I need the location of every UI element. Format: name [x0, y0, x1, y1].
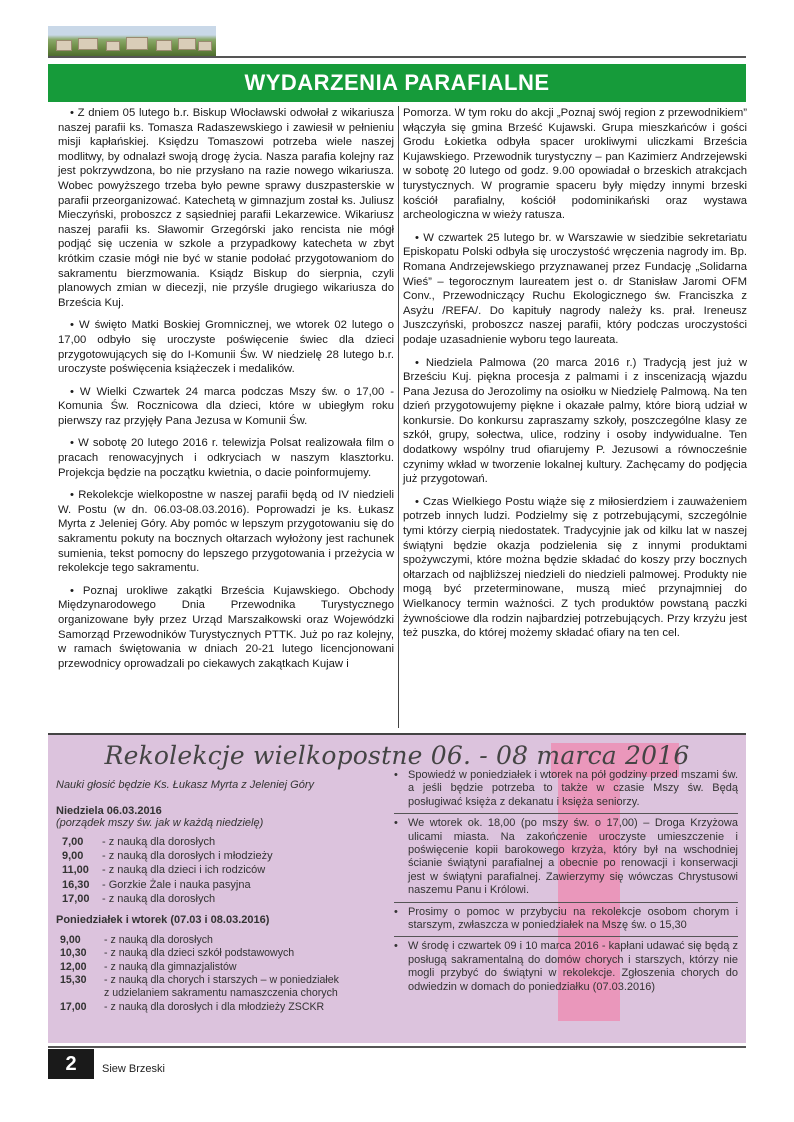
bottom-divider: [48, 1046, 746, 1048]
section-banner: [48, 64, 746, 102]
schedule-time: 17,00: [60, 1000, 87, 1013]
schedule-row: [56, 849, 386, 863]
article-paragraph: • Poznaj urokliwe zakątki Brześcia Kujawskiego. Obchody Międzynarodowego Dnia Przewodnika Turystycznego organizowane były przez Urząd Marszałkowski oraz Wojewódzki Samorząd Przewodników Turystycznych PTTK. Już po raz kolejny, w ramach świętowania w dniach 20-21 lutego licencjonowani przewodnicy oprowadzali po ciekawych zakątkach Kujaw i: [58, 584, 394, 670]
left-column: [58, 106, 394, 679]
schedule-time: 9,00: [60, 934, 81, 947]
page-number: 2: [48, 1049, 94, 1079]
article-paragraph: • Z dniem 05 lutego b.r. Biskup Włocławski odwołał z wikariusza naszej parafii ks. Tomasza Radaszewskiego i zawiesił w pełnieniu misji kapłańskiej. Księdzu Tomaszowi potrzeba wiele naszej modlitwy, by odnalazł swoją drogę życia. Nasza parafia kolejny raz jest pokrzywdzona, bo nie przysłano na razie nowego wikariusza. Wobec powyższego trzeba było pewne sprawy duszpasterskie w parafii przeorganizować. Katechetą w gimnazjum został ks. Juliusz Mieczyński, proboszcz z sąsiedniej parafii Lekarzewice. Wikariusz naszej parafii ks. Sławomir Grzegórski jako rencista nie mógł podjąć się uczenia w szkole a przypadkowy katecheta w zbyt krótkim czasie mógł nie być w stanie podołać przygotowaniom do sakramentu bierzmowania. Ksiądz Biskup do sierpnia, czyli planowych zmian w diecezji, nie przyśle drugiego wikariusza do Brześcia Kuj.: [58, 107, 394, 309]
retreat-note: [394, 902, 738, 933]
bullet-icon: •: [394, 769, 398, 781]
note-text: Spowiedź w poniedziałek i wtorek na pół godziny przed mszami św. a jeśli będzie potrzeba to także w czasie Mszy św. Będą posługiwać księża z dekanatu i księża seniorzy.: [408, 769, 738, 808]
schedule-time: 10,30: [60, 947, 87, 960]
retreat-schedule: [56, 779, 386, 1014]
top-divider: [48, 56, 746, 58]
schedule-time: 15,30: [60, 973, 87, 986]
schedule-time: 12,00: [60, 960, 87, 973]
retreat-notes: [394, 769, 738, 998]
schedule-desc: - z nauką dla dzieci i ich rodziców: [102, 864, 266, 877]
publication-name: Siew Brzeski: [102, 1063, 165, 1075]
schedule-time: 9,00: [62, 850, 84, 863]
section-title: WYDARZENIA PARAFIALNE: [244, 70, 550, 95]
weekday-schedule: [56, 934, 386, 1014]
article-paragraph: • W sobotę 20 lutego 2016 r. telewizja Polsat realizowała film o pracach renowacyjnych i odkryciach w naszym klasztorku. Projekcja będzie na początku kwietnia, o dacie poinformujemy.: [58, 437, 394, 479]
retreat-note: [394, 769, 738, 809]
schedule-row: [56, 892, 386, 906]
retreat-note: [394, 813, 738, 897]
schedule-desc: - z nauką dla dorosłych: [102, 836, 216, 848]
article-paragraph: • W święto Matki Boskiej Gromnicznej, we wtorek 02 lutego o 17,00 odbyło się uroczyste poświęcenie świec dla dzieci przygotowujących się do I-Komunii Św. W niedzielę 28 lutego b.r. uroczyste poświęcenia książeczek i medalików.: [58, 319, 394, 376]
schedule-row: [56, 878, 386, 892]
weekday-heading: Poniedziałek i wtorek (07.03 i 08.03.2016): [56, 914, 270, 927]
note-text: W środę i czwartek 09 i 10 marca 2016 - kapłani udawać się będą z posługą sakramentalną do domów chorych i starszych, którzy nie mogli przybyć do świątyni w rekolekcje. Zgłoszenia chorych do odwiedzin w domach do poniedziałku (07.03.2016): [408, 940, 738, 993]
schedule-desc: - Gorzkie Żale i nauka pasyjna: [102, 878, 251, 891]
schedule-time: 16,30: [62, 878, 90, 891]
retreat-preacher: Nauki głosić będzie Ks. Łukasz Myrta z Jeleniej Góry: [56, 779, 314, 791]
sunday-schedule: [56, 835, 386, 906]
schedule-desc: - z nauką dla chorych i starszych – w poniedziałek: [104, 973, 339, 986]
note-text: Prosimy o pomoc w przybyciu na rekolekcje osobom chorym i starszym, zwłaszcza w poniedziałek na Mszę św. o 15,30: [408, 905, 738, 932]
schedule-desc: - z nauką dla dorosłych: [104, 934, 213, 947]
right-column: [403, 106, 747, 649]
schedule-time: 17,00: [62, 892, 90, 905]
schedule-row: [56, 1001, 386, 1014]
schedule-desc: - z nauką dla dorosłych i dla młodzieży ZSCKR: [104, 1000, 325, 1013]
schedule-desc: - z nauką dla dzieci szkół podstawowych: [104, 947, 295, 960]
sunday-note: (porządek mszy św. jak w każdą niedzielę): [56, 817, 264, 829]
schedule-row: [56, 863, 386, 877]
schedule-row: [56, 835, 386, 849]
article-paragraph: • Rekolekcje wielkopostne w naszej parafii będą od IV niedzieli W. Postu (w dn. 06.03-08.03.2016). Poprowadzi je ks. Łukasz Myrta z Jeleniej Góry. Aby pomóc w lepszym przygotowaniu się do sakramentu pokuty na bocznych ołtarzach wyłożony jest rachunek sumienia, tekst pomocny do lepszego przygotowania i przeżycia w rekolekcje tego sakramentu.: [58, 489, 394, 575]
schedule-time: 7,00: [62, 836, 84, 848]
column-divider: [398, 106, 399, 728]
schedule-continuation: z udzielaniem sakramentu namaszczenia chorych: [104, 987, 338, 1000]
schedule-row: [56, 947, 386, 960]
schedule-row: [56, 974, 386, 987]
article-paragraph: • W Wielki Czwartek 24 marca podczas Mszy św. o 17,00 - Komunia Św. Rocznicowa dla dzieci, które w ubiegłym roku pierwszy raz przyjęły Pana Jezusa w Komunii Św.: [58, 385, 394, 427]
schedule-row: [56, 934, 386, 947]
schedule-desc: - z nauką dla gimnazjalistów: [104, 960, 237, 973]
header-village-photo: [48, 26, 216, 56]
article-paragraph: Pomorza. W tym roku do akcji „Poznaj swój region z przewodnikiem” włączyła się gmina Brześć Kujawski. Grupa mieszkańców i gości Grodu Łokietka odbyła spacer urokliwymi uliczkami Brześcia Kujawskiego. Przewodnik turystyczny – pan Kazimierz Andrzejewski w sobotę 20 lutego od godz. 9.00 opowiadał o brzeskich atrakcjach turystycznych. W programie spaceru były między innymi brzeski kościół parafialny, kościół podominikański oraz wystawa archeologiczna w wieży ratusza.: [403, 107, 747, 222]
schedule-time: 11,00: [62, 864, 89, 877]
bullet-icon: •: [394, 817, 398, 830]
schedule-desc: - z nauką dla dorosłych i młodzieży: [102, 850, 273, 863]
article-paragraph: • Niedziela Palmowa (20 marca 2016 r.) Tradycją jest już w Brześciu Kuj. piękna procesja z palmami i z inscenizacją wjazdu Pana Jezusa do Jerozolimy na osiołku w Niedzielę Palmową. Na ten dzień przygotowujemy piękne i okazałe palmy, które biorą udział w konkursie. Do konkursu zapraszamy szkoły, poszczególne klasy ze szkół, grupy, sołectwa, ulice, rodziny i osoby indywidualne. Ten dodatkowy wspólny trud ofiarujemy P. Jezusowi a równocześnie czynimy wkład w tworzenie lokalnej kultury. Zachęcamy do podjęcia już przygotowań.: [403, 356, 747, 486]
article-paragraph: • Czas Wielkiego Postu wiąże się z miłosierdziem i zauważeniem potrzeb innych ludzi. Podzielmy się z potrzebującymi, szczególnie tymi którzy cierpią niedostatek. Tradycyjnie jak od kilku lat w naszej świątyni będzie okazja podzielenia się z innymi produktami spożywczymi, które można będzie składać do koszy przy bocznych ołtarzach od najbliższej niedzieli do niedzieli palmowej. Produkty nie mogą być przeterminowane, muszą mieć przynajmniej do Wielkanocy termin ważności. Z tych produktów powstaną paczki żywnościowe dla rodzin najbardziej potrzebujących. Przy krzyżu jest też puszka, do której możemy składać ofiary na ten cel.: [403, 495, 747, 640]
retreat-box: [48, 733, 746, 1043]
sunday-heading: Niedziela 06.03.2016: [56, 805, 162, 817]
note-text: We wtorek ok. 18,00 (po mszy św. o 17,00) – Droga Krzyżowa ulicami miasta. Na zakończenie uroczyste umieszczenie i poświęcenie kopii barokowego krzyża, który był na wschodniej ścianie świątyni parafialnej a obecnie po renowacji i konserwacji jest w świątyni parafialnej. Zawierzymy się wówczas Chrystusowi naszemu Panu i Królowi.: [408, 817, 738, 897]
bullet-icon: •: [394, 940, 398, 953]
retreat-note: [394, 936, 738, 994]
bullet-icon: •: [394, 905, 398, 918]
schedule-row: [56, 961, 386, 974]
schedule-desc: - z nauką dla dorosłych: [102, 892, 216, 905]
article-paragraph: • W czwartek 25 lutego br. w Warszawie w siedzibie sekretariatu Episkopatu Polski odbyła się uroczystość wręczenia nagrody im. Bp. Romana Andrzejewskiego przyznawanej przez Fundację „Solidarna Wieś” – tegorocznym laureatem jest o. dr Stanisław Jaromi OFM Conv., Przewodniczący Ruchu Ekologicznego św. Franciszka z Asyżu /REFA/. Do kapituły nagrody należy ks. prał. Ireneusz Juszczyński, proboszcz naszej parafii, który podczas uroczystości podaje uzasadnienie wyboru tego laureata.: [403, 231, 747, 346]
retreat-title: Rekolekcje wielkopostne 06. - 08 marca 2016: [104, 741, 690, 770]
